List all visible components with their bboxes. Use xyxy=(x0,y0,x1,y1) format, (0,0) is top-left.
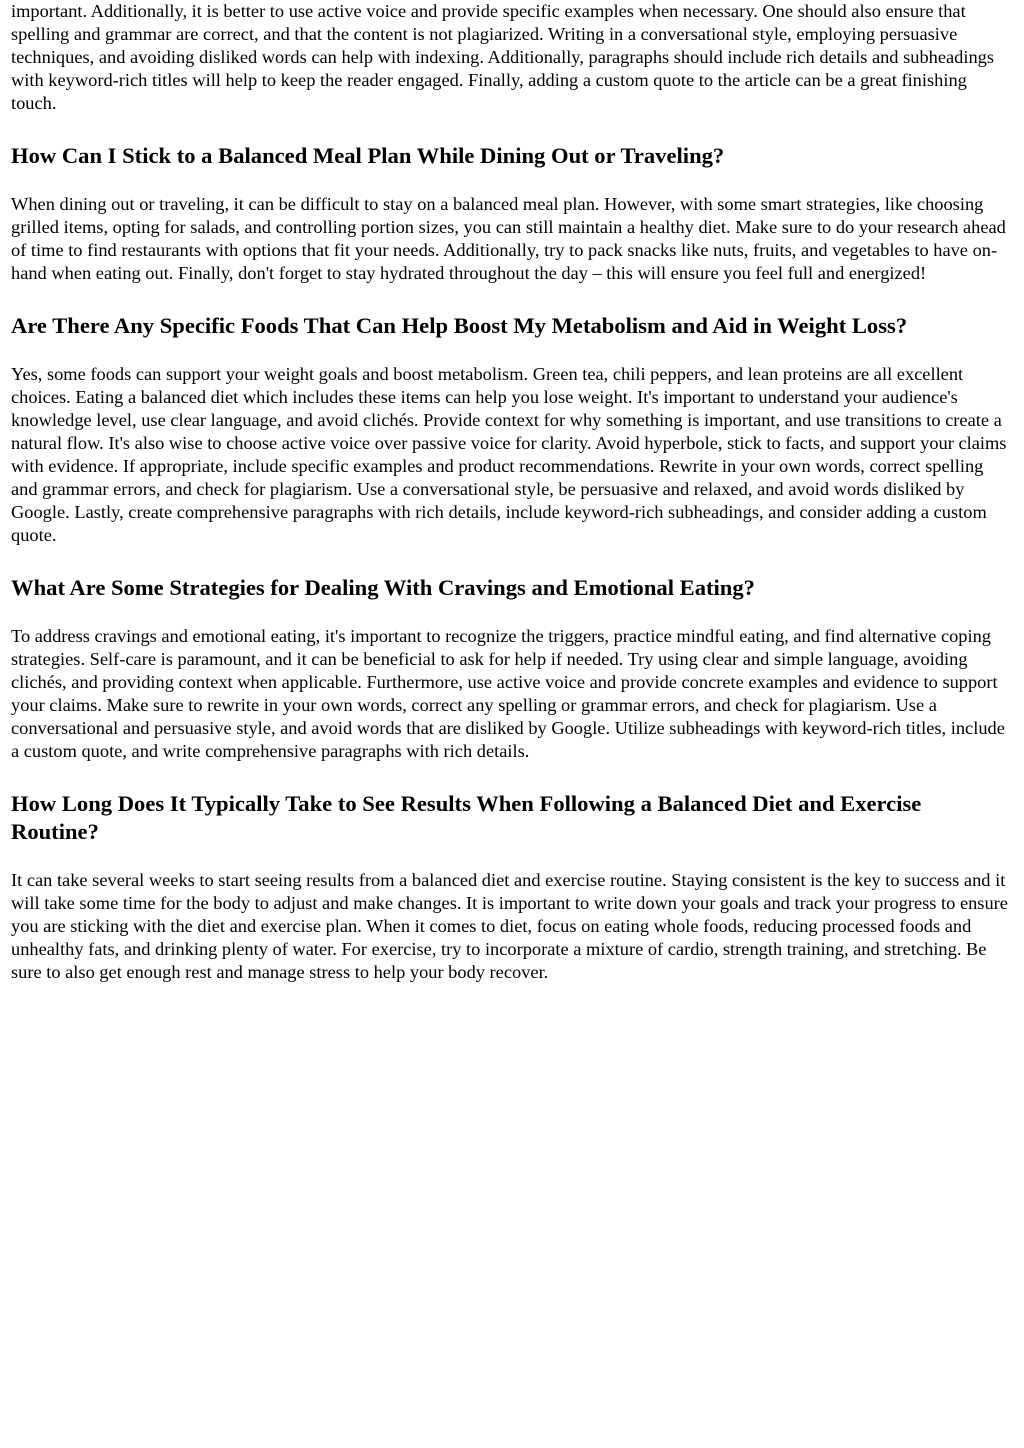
heading-metabolism-foods: Are There Any Specific Foods That Can Help Boost My Metabolism and Aid in Weight Loss? xyxy=(11,313,908,338)
intro-paragraph: important. Additionally, it is better to use active voice and provide specific examples when necessary. One should also ensure that spelling and grammar are correct, and that the content is not plagiarized. Writing in a conversational style, employing persuasive techniques, and avoiding disliked words can help with indexing. Additionally, paragraphs should include rich details and subheadings with keyword-rich titles will help to keep the reader engaged. Finally, adding a custom quote to the article can be a great finishing touch. xyxy=(11,1,995,113)
paragraph-results-timeline: It can take several weeks to start seeing results from a balanced diet and exercise routine. Staying consistent is the key to success and it will take some time for the body to adjust and make changes. It is important to write down your goals and track your progress to ensure you are sticking with the diet and exercise plan. When it comes to diet, focus on eating whole foods, reducing processed foods and unhealthy fats, and drinking plenty of water. For exercise, try to incorporate a mixture of cardio, strength training, and stretching. Be sure to also get enough rest and manage stress to help your body recover. xyxy=(11,870,1008,982)
paragraph-cravings: To address cravings and emotional eating, it's important to recognize the triggers, practice mindful eating, and find alternative coping strategies. Self-care is paramount, and it can be beneficial to ask for help if needed. Try using clear and simple language, avoiding clichés, and providing context when applicable. Furthermore, use active voice and provide concrete examples and evidence to support your claims. Make sure to rewrite in your own words, correct any spelling or grammar errors, and check for plagiarism. Use a conversational and persuasive style, and avoid words that are disliked by Google. Utilize subheadings with keyword-rich titles, include a custom quote, and write comprehensive paragraphs with rich details. xyxy=(11,626,1005,761)
heading-cravings: What Are Some Strategies for Dealing With Cravings and Emotional Eating? xyxy=(11,575,755,600)
paragraph-metabolism-foods: Yes, some foods can support your weight goals and boost metabolism. Green tea, chili peppers, and lean proteins are all excellent choices. Eating a balanced diet which includes these items can help you lose weight. It's important to understand your audience's knowledge level, use clear language, and avoid clichés. Provide context for why something is important, and use transitions to create a natural flow. It's also wise to choose active voice over passive voice for clarity. Avoid hyperbole, stick to facts, and support your claims with evidence. If appropriate, include specific examples and product recommendations. Rewrite in your own words, correct spelling and grammar errors, and check for plagiarism. Use a conversational style, be persuasive and relaxed, and avoid words disliked by Google. Lastly, create comprehensive paragraphs with rich details, include keyword-rich subheadings, and consider adding a custom quote. xyxy=(11,364,1007,545)
heading-results-timeline: How Long Does It Typically Take to See Results When Following a Balanced Diet and Exercise Routine? xyxy=(11,791,922,844)
heading-dining-out: How Can I Stick to a Balanced Meal Plan While Dining Out or Traveling? xyxy=(11,143,725,168)
paragraph-dining-out: When dining out or traveling, it can be difficult to stay on a balanced meal plan. However, with some smart strategies, like choosing grilled items, opting for salads, and controlling portion sizes, you can still maintain a healthy diet. Make sure to do your research ahead of time to find restaurants with options that fit your needs. Additionally, try to pack snacks like nuts, fruits, and vegetables to have on-hand when eating out. Finally, don't forget to stay hydrated throughout the day – this will ensure you feel full and energized! xyxy=(11,194,1006,283)
